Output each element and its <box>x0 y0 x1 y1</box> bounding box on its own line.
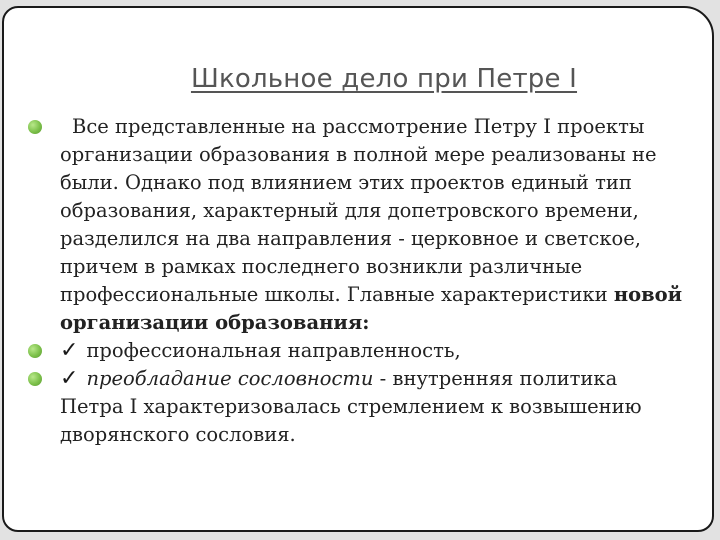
bullet-1-bold-text: новой организации образования <box>60 283 683 334</box>
checkmark-icon: ✓ <box>60 338 79 363</box>
bullet-3-text: - внутренняя политика Петра I характеризовалась стремлением к возвышению дворянского сословия. <box>60 367 642 446</box>
bullet-item-2 <box>14 337 686 365</box>
bullet-dot-icon <box>28 372 42 386</box>
bullet-3-italic-text: преобладание сословности <box>86 367 374 390</box>
slide-title: Школьное дело при Петре I <box>190 64 578 94</box>
bullet-1-text: Все представленные на рассмотрение Петру I проекты организации образования в полной мере реализованы не были. Однако под влиянием этих проектов единый тип образования, характерный для допетровского времени, разделился на два направления - церковное и светское, причем в рамках последнего возникли различные профессиональные школы. Главные характеристики <box>60 115 657 306</box>
bullet-2-text: профессиональная направленность, <box>86 339 461 362</box>
slide-body <box>14 113 686 449</box>
bullet-1-colon: : <box>362 311 370 334</box>
slide <box>2 6 714 532</box>
bullet-dot-icon <box>28 344 42 358</box>
bullet-item-1 <box>14 113 686 337</box>
checkmark-icon: ✓ <box>60 366 79 391</box>
bullet-item-3 <box>14 365 686 449</box>
bullet-dot-icon <box>28 120 42 134</box>
